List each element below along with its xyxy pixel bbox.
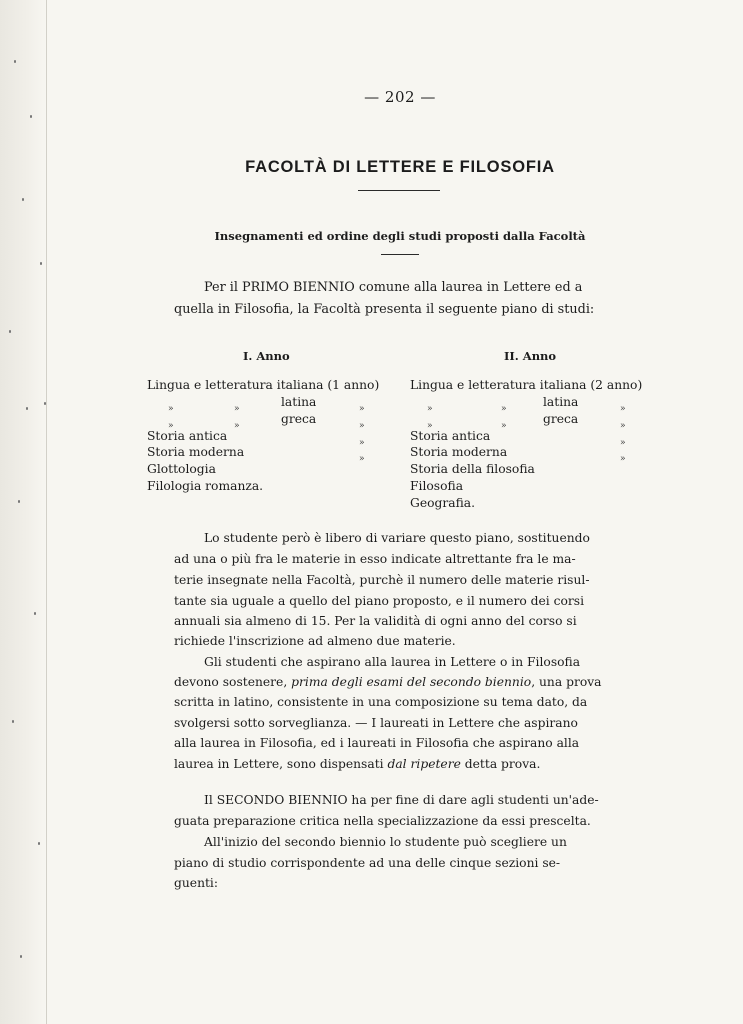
scan-speck	[44, 402, 46, 405]
paragraph-line: guata preparazione critica nella specializzazione da essi prescelta.	[174, 814, 591, 828]
section-subtitle: Insegnamenti ed ordine degli studi proposti dalla Facoltà	[214, 229, 586, 243]
scan-speck	[34, 612, 36, 615]
text-span: devono sostenere,	[174, 675, 292, 689]
scan-speck	[14, 60, 16, 63]
ditto-mark: »	[620, 404, 626, 414]
text-span: laurea in Lettere, sono dispensati	[174, 757, 388, 771]
paragraph-line: alla laurea in Filosofia, ed i laureati in Filosofia che aspirano alla	[174, 736, 580, 750]
paragraph-line: svolgersi sotto sorveglianza. — I laureati in Lettere che aspirano	[174, 716, 578, 730]
italic-phrase: dal ripetere	[387, 757, 461, 771]
paragraph-line	[174, 675, 602, 689]
paragraph-line: All'inizio del secondo biennio lo studente può scegliere un	[204, 835, 567, 849]
year2-subject: Filosofia	[410, 479, 464, 493]
ditto-mark: »	[168, 421, 174, 431]
year2-subject: Lingua e letteratura italiana (2 anno)	[410, 378, 643, 392]
year2-subject: latina	[543, 395, 579, 409]
intro-line-1: Per il PRIMO BIENNIO comune alla laurea in Lettere ed a	[204, 280, 583, 295]
italic-phrase: prima degli esami del secondo biennio	[291, 675, 532, 689]
page-title: FACOLTÀ DI LETTERE E FILOSOFIA	[245, 158, 555, 176]
year1-subject: Glottologia	[147, 462, 216, 476]
scan-speck	[18, 500, 20, 503]
ditto-mark: »	[620, 421, 626, 431]
ditto-mark: »	[359, 454, 365, 464]
scan-speck	[38, 842, 40, 845]
page-number: — 202 —	[364, 88, 436, 106]
paragraph-line: Gli studenti che aspirano alla laurea in Lettere o in Filosofia	[204, 655, 581, 669]
ditto-mark: »	[620, 454, 626, 464]
year1-subject: Storia antica	[147, 429, 228, 443]
paragraph-line: piano di studio corrispondente ad una delle cinque sezioni se-	[174, 856, 561, 870]
ditto-mark: »	[234, 404, 240, 414]
scan-speck	[12, 720, 14, 723]
scan-speck	[9, 330, 11, 333]
text-span: detta prova.	[460, 757, 541, 771]
year1-subject: Lingua e letteratura italiana (1 anno)	[147, 378, 380, 392]
year1-subject: greca	[281, 412, 317, 426]
year2-subject: Geografia.	[410, 496, 476, 510]
ditto-mark: »	[359, 404, 365, 414]
ditto-mark: »	[168, 404, 174, 414]
ditto-mark: »	[427, 404, 433, 414]
paragraph-line: Il SECONDO BIENNIO ha per fine di dare agli studenti un'ade-	[204, 793, 599, 807]
ditto-mark: »	[501, 404, 507, 414]
scan-speck	[22, 198, 24, 201]
paragraph-line: Lo studente però è libero di variare questo piano, sostituendo	[204, 531, 590, 545]
year1-subject: Filologia romanza.	[147, 479, 264, 493]
paragraph-line: tante sia uguale a quello del piano proposto, e il numero dei corsi	[174, 594, 585, 608]
scan-speck	[30, 115, 32, 118]
year2-subject: greca	[543, 412, 579, 426]
ditto-mark: »	[234, 421, 240, 431]
year1-subject: latina	[281, 395, 317, 409]
year1-heading: I. Anno	[243, 349, 290, 363]
paragraph-line	[174, 757, 540, 771]
ditto-mark: »	[359, 438, 365, 448]
ditto-mark: »	[501, 421, 507, 431]
scan-speck	[40, 262, 42, 265]
title-underline	[358, 190, 440, 191]
subtitle-underline	[381, 254, 419, 255]
year2-subject: Storia moderna	[410, 445, 508, 459]
year1-subject: Storia moderna	[147, 445, 245, 459]
paragraph-line: ad una o più fra le materie in esso indicate altrettante fra le ma-	[174, 552, 576, 566]
year2-subject: Storia della filosofia	[410, 462, 535, 476]
paragraph-line: annuali sia almeno di 15. Per la validità di ogni anno del corso si	[174, 614, 577, 628]
paragraph-line: guenti:	[174, 876, 219, 890]
ditto-mark: »	[359, 421, 365, 431]
ditto-mark: »	[620, 438, 626, 448]
scan-speck	[26, 407, 28, 410]
scan-left-edge	[0, 0, 46, 1024]
paragraph-line: terie insegnate nella Facoltà, purchè il numero delle materie risul-	[174, 573, 590, 587]
scan-speck	[20, 955, 22, 958]
paragraph-line: scritta in latino, consistente in una composizione su tema dato, da	[174, 695, 588, 709]
intro-line-2: quella in Filosofia, la Facoltà presenta il seguente piano di studi:	[174, 302, 595, 317]
year2-subject: Storia antica	[410, 429, 491, 443]
paragraph-line: richiede l'inscrizione ad almeno due materie.	[174, 634, 456, 648]
year2-heading: II. Anno	[504, 349, 557, 363]
ditto-mark: »	[427, 421, 433, 431]
scan-binding-line	[46, 0, 47, 1024]
text-span: , una prova	[531, 675, 602, 689]
